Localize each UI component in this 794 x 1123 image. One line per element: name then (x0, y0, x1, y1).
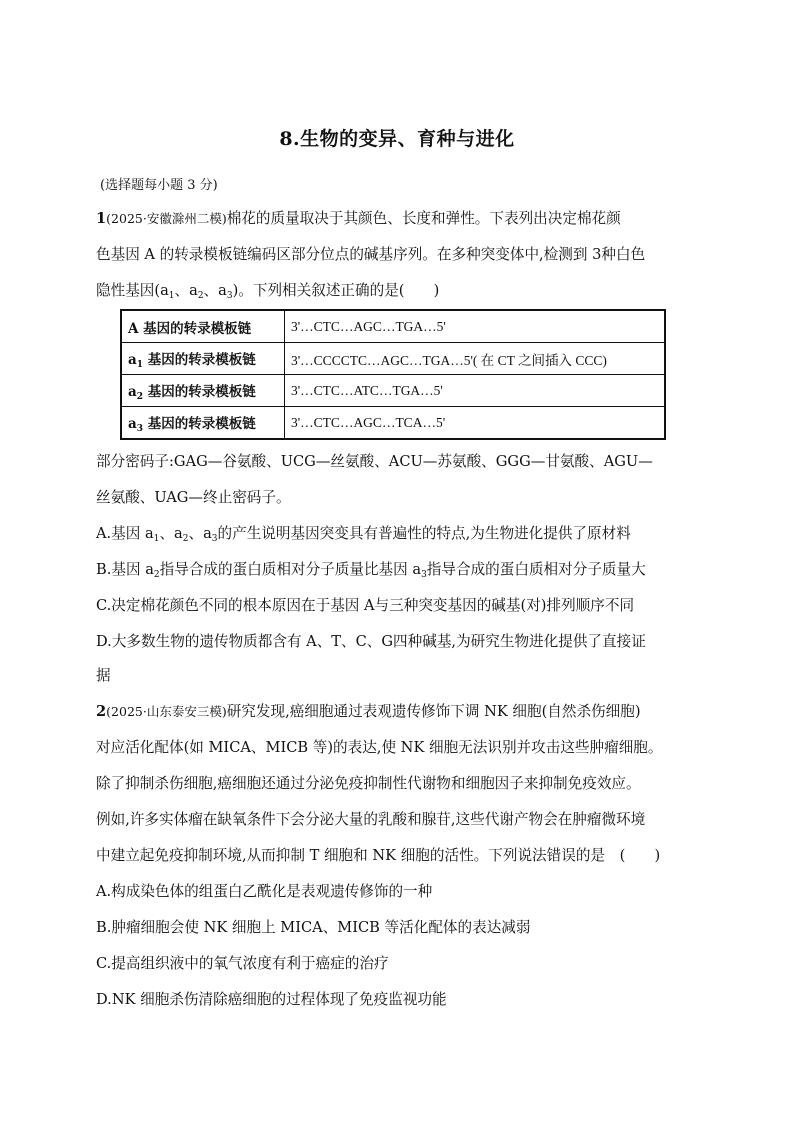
q2-source: (2025·山东泰安三模) (106, 704, 227, 719)
codon-line-2: 丝氨酸、UAG—终止密码子。 (96, 489, 291, 506)
page-title: 8.生物的变异、育种与进化 (279, 128, 515, 150)
gene-sequence-table (120, 309, 666, 440)
q1-line-3: 隐性基因($a_1$、$a_2$、$a_3$)。下列相关叙述正确的是( ) (96, 282, 440, 301)
gene-label: $a_2$ 基因的转录模板链 (121, 375, 285, 407)
gene-sequence: 3'…CCCCTC…AGC…TGA…5'( 在 CT 之间插入 CCC) (285, 343, 666, 375)
table-row (121, 407, 665, 440)
q1-text-1: 棉花的质量取决于其颜色、长度和弹性。下表列出决定棉花颜 (226, 210, 621, 227)
q1-line-1 (96, 209, 700, 229)
q1-option-c: C.决定棉花颜色不同的根本原因在于基因 A与三种突变基因的碱基(对)排列顺序不同 (96, 597, 635, 614)
table-row (121, 343, 665, 375)
table-row (121, 310, 665, 343)
q2-option-d: D.NK 细胞杀伤清除癌细胞的过程体现了免疫监视功能 (96, 991, 447, 1008)
q2-line-5: 中建立起免疫抑制环境,从而抑制 T 细胞和 NK 细胞的活性。下列说法错误的是 ( ) (96, 847, 661, 864)
codon-line-1: 部分密码子:GAG—谷氨酸、UCG—丝氨酸、ACU—苏氨酸、GGG—甘氨酸、AGU— (96, 453, 653, 470)
q2-option-a: A.构成染色体的组蛋白乙酰化是表观遗传修饰的一种 (96, 883, 433, 900)
q2-option-c: C.提高组织液中的氧气浓度有利于癌症的治疗 (96, 955, 389, 972)
gene-label: $a_1$ 基因的转录模板链 (121, 343, 285, 375)
q1-option-d-cont: 据 (96, 667, 111, 684)
gene-sequence: 3'…CTC…AGC…TCA…5' (285, 407, 666, 440)
gene-label: A 基因的转录模板链 (121, 310, 285, 343)
q2-number: 2 (96, 703, 107, 720)
q1-line-2: 色基因 A 的转录模板链编码区部分位点的碱基序列。在多种突变体中,检测到 3种白色 (96, 246, 646, 263)
q2-line-3: 除了抑制杀伤细胞,癌细胞还通过分泌免疫抑制性代谢物和细胞因子来抑制免疫效应。 (96, 775, 641, 792)
q2-line-2: 对应活化配体(如 MICA、MICB 等)的表达,使 NK 细胞无法识别并攻击这些肿瘤细胞。 (96, 739, 663, 756)
table-row (121, 375, 665, 407)
q2-text-1: 研究发现,癌细胞通过表观遗传修饰下调 NK 细胞(自然杀伤细胞) (226, 703, 641, 720)
q1-source: (2025·安徽滁州二模) (106, 211, 227, 226)
q2-option-b: B.肿瘤细胞会使 NK 细胞上 MICA、MICB 等活化配体的表达减弱 (96, 919, 531, 936)
gene-sequence: 3'…CTC…ATC…TGA…5' (285, 375, 666, 407)
q1-option-b: B.基因 $a_2$指导合成的蛋白质相对分子质量比基因 $a_3$指导合成的蛋白质相对分子质量大 (96, 561, 646, 580)
gene-label: $a_3$ 基因的转录模板链 (121, 407, 285, 440)
q1-option-d: D.大多数生物的遗传物质都含有 A、T、C、G四种碱基,为研究生物进化提供了直接证 (96, 633, 646, 650)
q1-number: 1 (96, 210, 107, 227)
q2-line-1 (96, 702, 700, 722)
q1-option-a: A.基因 $a_1$、$a_2$、$a_3$的产生说明基因突变具有普遍性的特点,为生物进化提供了原材料 (96, 525, 631, 544)
gene-sequence: 3'…CTC…AGC…TGA…5' (285, 310, 666, 343)
scoring-note: (选择题每小题 3 分) (100, 178, 218, 193)
q2-line-4: 例如,许多实体瘤在缺氧条件下会分泌大量的乳酸和腺苷,这些代谢产物会在肿瘤微环境 (96, 811, 646, 828)
